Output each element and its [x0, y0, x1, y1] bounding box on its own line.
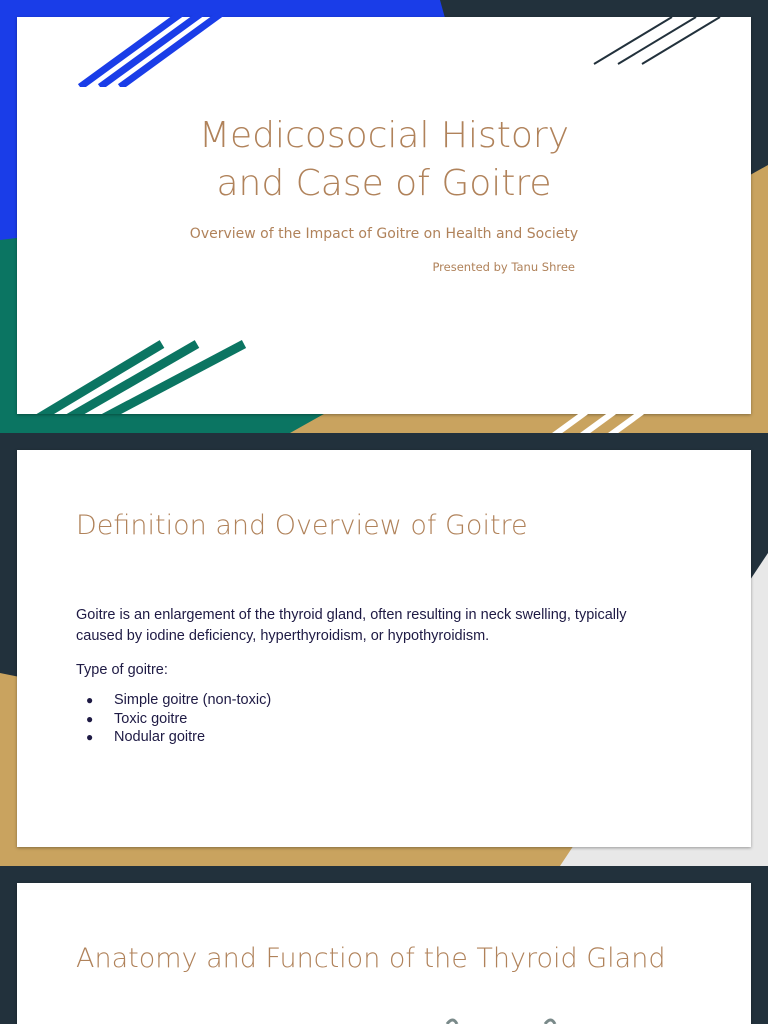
bullet-icon: ●: [86, 730, 94, 744]
slide-1: [0, 0, 768, 433]
decorative-stripes-blue: [72, 12, 272, 87]
thyroid-illustration-icon: [427, 1016, 567, 1024]
list-item: ● Nodular goitre: [86, 729, 206, 745]
anatomy-slide-card: [17, 883, 751, 1024]
list-item: ● Toxic goitre: [86, 710, 188, 727]
slide-title-line-1: Medicosocial History: [198, 115, 570, 156]
bullet-icon: ●: [86, 693, 94, 707]
title-slide-card: [17, 17, 751, 414]
list-intro: Type of goitre:: [76, 662, 168, 678]
definition-paragraph: Goitre is an enlargement of the thyroid gland, often resulting in neck swelling, typically caused by iodine deficiency, hyperthyroidism, or hypothyroidism.: [76, 607, 627, 644]
presenter-name: Presented by Tanu Shree: [432, 260, 575, 274]
slide-heading: Definition and Overview of Goitre: [76, 510, 528, 541]
list-item: ● Simple goitre (non-toxic): [86, 692, 272, 708]
bullet-icon: ●: [86, 711, 94, 726]
slide-title-line-2: and Case of Goitre: [216, 163, 552, 204]
decorative-stripes-teal: [32, 339, 272, 414]
decorative-stripes-navy: [592, 17, 742, 67]
slide-2: [0, 433, 768, 866]
decorative-stripes-white: [548, 414, 658, 433]
definition-slide-card: [17, 450, 751, 847]
slide-subtitle: Overview of the Impact of Goitre on Health and Society: [189, 226, 579, 242]
slide-heading: Anatomy and Function of the Thyroid Gland: [76, 943, 666, 974]
slide-3: [0, 866, 768, 1024]
goitre-types-list: [76, 691, 271, 747]
